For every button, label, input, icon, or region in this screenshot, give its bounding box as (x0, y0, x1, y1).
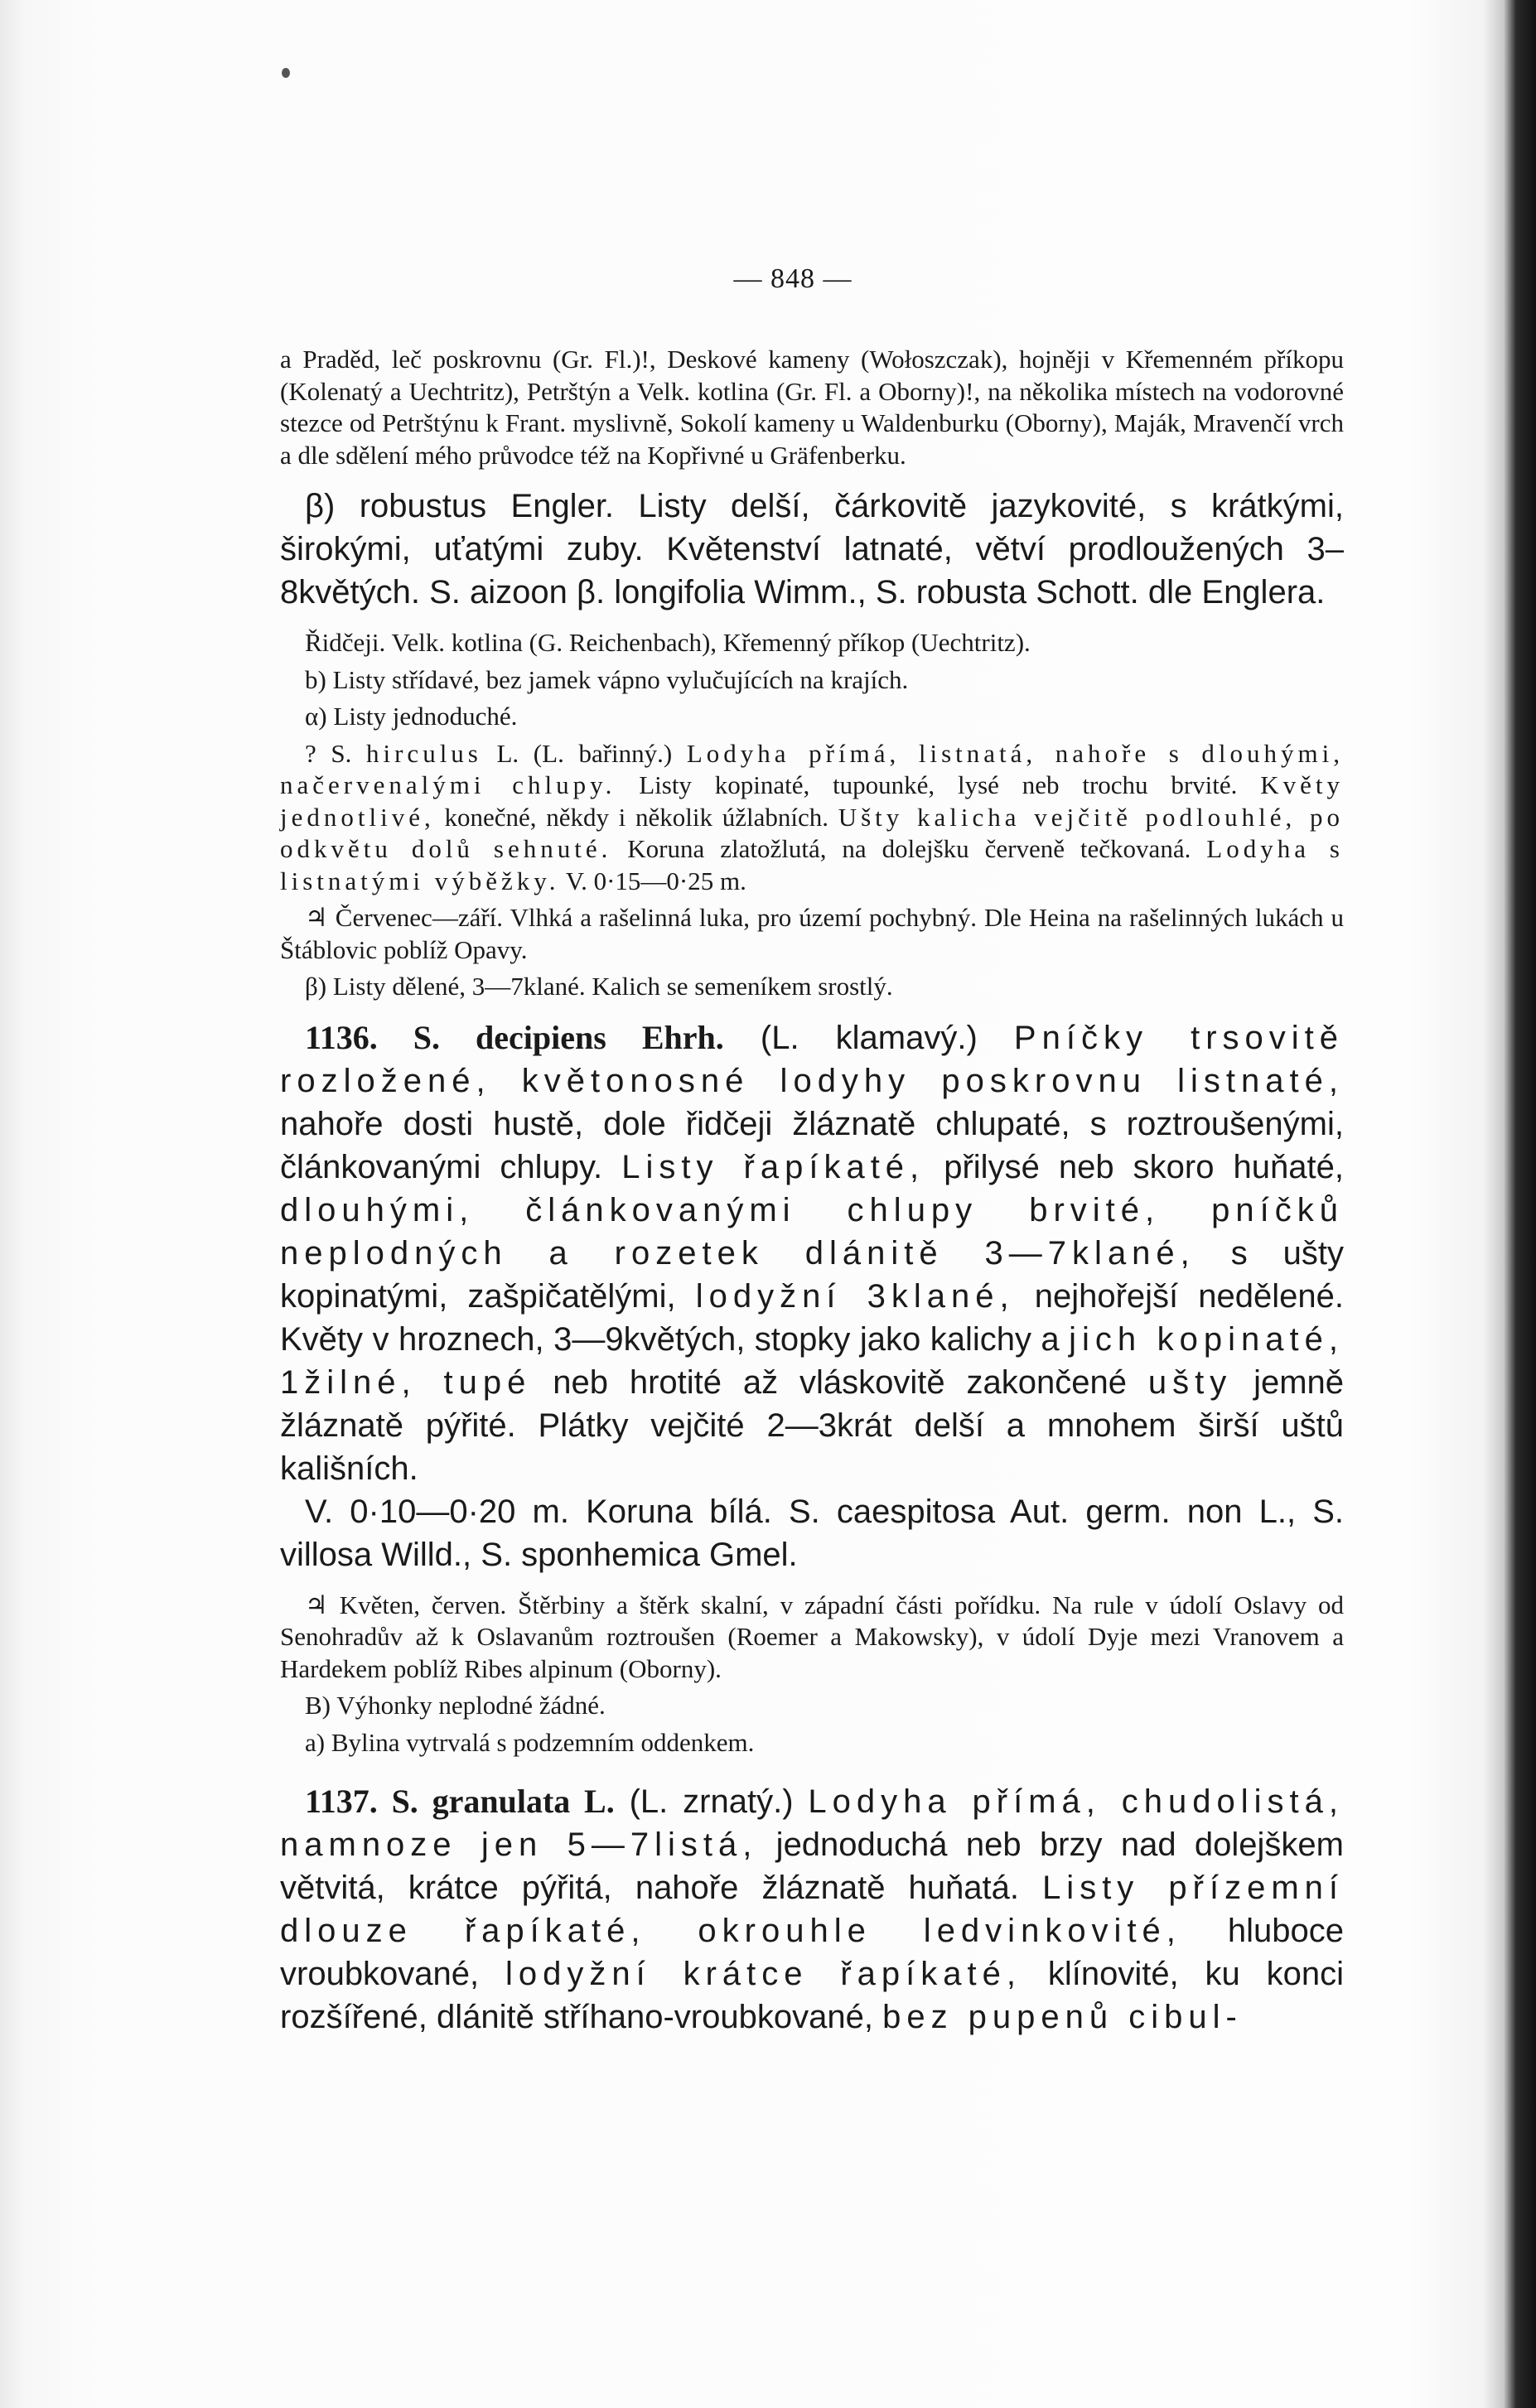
key-a-perennial: a) Bylina vytrvalá s podzemním oddenkem. (305, 1727, 755, 1757)
decipiens-flowers: nejhořejší nedělené. Květy v hroznech, 3—9květých, stopky jako kalichy a (280, 1277, 1344, 1358)
granulata-stem-leaves-detail: klínovité, ku konci rozšířené, dlánitě stříhano-vroubkované, (280, 1956, 1344, 2035)
hirculus-name: hirculus (366, 738, 482, 768)
decipiens-heading: 1136. S. decipiens Ehrh. (305, 1018, 724, 1056)
hirculus-calyx: Ušty kalicha vejčitě podlouhlé, po odkvětu dolů sehnuté. (280, 802, 1345, 863)
robustus-localities: Řidčeji. Velk. kotlina (G. Reichenbach), Křemenný příkop (Uechtritz). (305, 628, 1031, 657)
species-decipiens-paragraph (280, 1016, 1344, 1490)
decipiens-hairs: nahoře dosti hustě, dole řidčeji žláznatě chlupaté, s roztroušenými, článkovanými chlupy. (280, 1105, 1344, 1185)
decipiens-calyx-lobes: jich kopinaté, 1žilné, tupé (280, 1320, 1344, 1401)
granulata-stem: Lodyha přímá, chudolistá, namnoze jen 5—7listá, (280, 1783, 1344, 1863)
key-b-leaves: b) Listy střídavé, bez jamek vápno vylučujících na krajích. (305, 664, 909, 694)
hirculus-corolla: Koruna zlatožlutá, na dolejšku červeně tečkovaná. (611, 834, 1207, 863)
hirculus-flowers-detail: konečné, někdy i několik úžlabních. (434, 802, 838, 832)
granulata-common-name: (L. zrnatý.) (614, 1783, 809, 1820)
hirculus-leaves: Listy kopinaté, tupounké, lysé neb trochu brvité. (616, 770, 1261, 799)
decipiens-petals: jemně žláznatě pýřité. Plátky vejčité 2—3krát delší a mnohem širší uštů kališních. (280, 1363, 1345, 1487)
species-granulata-paragraph (280, 1780, 1344, 2039)
hirculus-stem: Lodyha přímá, listnatá, nahoře s dlouhými, načervenalými chlupy. (280, 738, 1344, 799)
granulata-heading: 1137. S. granulata L. (305, 1783, 615, 1820)
key-beta-leaves: β) Listy dělené, 3—7klané. Kalich se semeníkem srostlý. (305, 972, 893, 1001)
species-hirculus-paragraph (280, 738, 1344, 898)
decipiens-lobes: s ušty kopinatými, zašpičatělými, (280, 1234, 1344, 1315)
page-number: — 848 — (733, 263, 853, 294)
decipiens-stem-leaves: lodyžní 3klané, (695, 1277, 1015, 1315)
decipiens-tufts: Pníčky trsovitě rozložené, květonosné lodyhy poskrovnu listnaté, (280, 1019, 1344, 1099)
decipiens-leaves-surface: přilysé neb skoro huňaté, (925, 1148, 1344, 1185)
hirculus-common-name: L. (L. bařinný.) (481, 738, 687, 768)
granulata-stem-leaves: lodyžní krátce řapíkaté, (505, 1956, 1022, 1992)
decipiens-common-name: (L. klamavý.) (723, 1019, 1014, 1056)
hirculus-flowers: Květy jednotlivé, (280, 770, 1344, 832)
decipiens-synonyms: V. 0·10—0·20 m. Koruna bílá. S. caespitosa Aut. germ. non L., S. villosa Willd., S. sponhemica Gmel. (280, 1493, 1344, 1573)
hirculus-height: V. 0·15—0·25 m. (559, 866, 746, 895)
granulata-basal-leaves: Listy přízemní dlouze řapíkaté, okrouhle ledvinkovité, (280, 1870, 1344, 1949)
granulata-stem-detail: jednoduchá neb brzy nad dolejškem větvitá, krátce pýřitá, nahoře žláznatě huňatá. (280, 1827, 1344, 1906)
decipiens-tips: neb hrotité až vláskovitě zakončené (531, 1363, 1148, 1401)
scan-speck (282, 68, 290, 78)
granulata-bulbils: bez pupenů cibul- (882, 1999, 1243, 2035)
decipiens-leaves: Listy řapíkaté, (621, 1148, 925, 1185)
hirculus-stolons: Lodyha s listnatými výběžky. (280, 834, 1344, 895)
key-B-shoots: B) Výhonky neplodné žádné. (305, 1691, 606, 1720)
page-text (280, 344, 1344, 2039)
key-alpha-leaves: α) Listy jednoduché. (305, 702, 518, 731)
decipiens-ushty: ušty (1147, 1363, 1233, 1401)
hirculus-habitat: ♃ Červenec—září. Vlhká a rašelinná luka, pro území pochybný. Dle Heina na rašelinných lukách u Štáblovic poblíž Opavy. (280, 903, 1344, 964)
variety-robustus-paragraph: β) robustus Engler. Listy delší, čárkovitě jazykovité, s krátkými, širokými, uťatými zuby. Květenství latnaté, větví prodloužených 3–8květých. S. aizoon β. longifolia Wimm., S. robusta Schott. dle Englera. (280, 488, 1344, 610)
granulata-crenate: hluboce vroubkované, (280, 1913, 1344, 1992)
hirculus-prefix: ? S. (305, 738, 366, 768)
decipiens-leaves-detail: dlouhými, článkovanými chlupy brvité, pníčků neplodných a rozetek dlánitě 3—7klané, (280, 1191, 1344, 1272)
decipiens-habitat: ♃ Květen, červen. Štěrbiny a štěrk skalní, v západní části pořídku. Na rule v údolí Oslavy od Senohradův až k Oslavanům roztroušen (Roemer a Makowsky), v údolí Dyje mezi Vranovem a Hardekem poblíž Ribes alpinum (Oborny). (280, 1590, 1344, 1683)
locality-paragraph: a Praděd, leč poskrovnu (Gr. Fl.)!, Deskové kameny (Wołoszczak), hojněji v Křemenném příkopu (Kolenatý a Uechtritz), Petrštýn a Velk. kotlina (Gr. Fl. a Oborny)!, na několika místech na vodorovné stezce od Petrštýnu k Frant. myslivně, Sokolí kameny u Waldenburku (Oborny), Maják, Mravenčí vrch a dle sdělení mého průvodce též na Kopřivné u Gräfenberku. (280, 345, 1344, 470)
